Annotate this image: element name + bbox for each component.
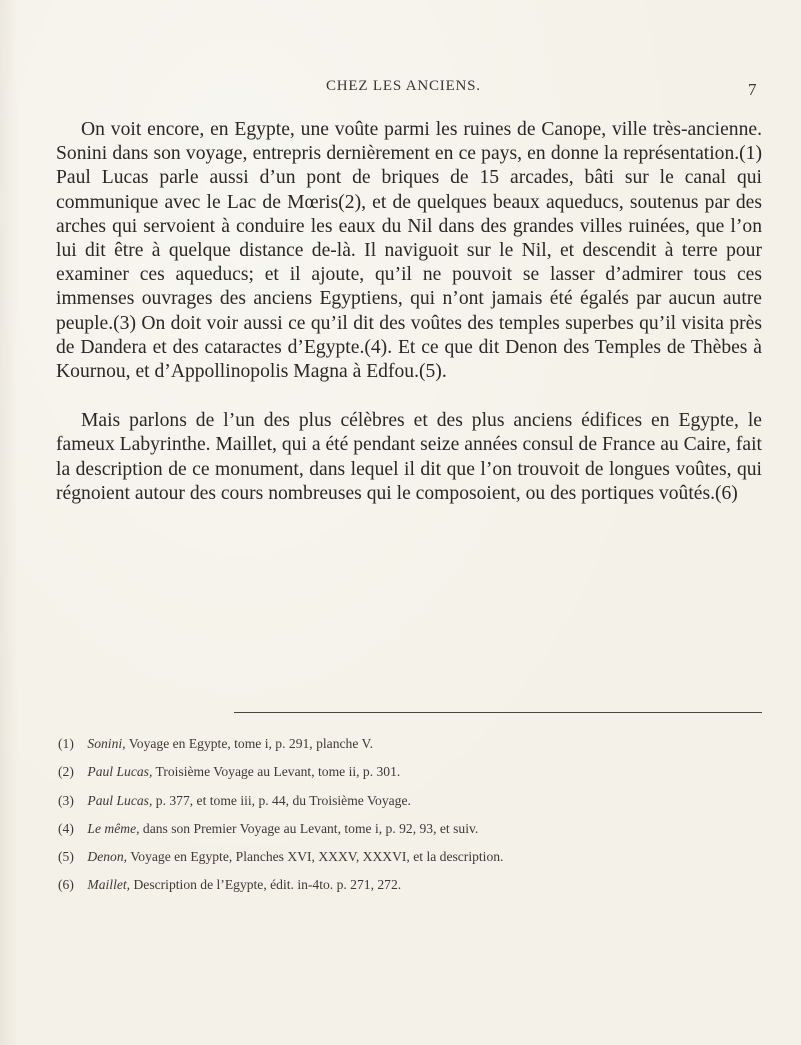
footnote-text: Description de l’Egypte, édit. in-4to. p. 271, 272. <box>133 877 402 893</box>
footnote-number: (6) <box>58 877 74 893</box>
footnote-author: Maillet, <box>87 877 131 893</box>
footnote <box>58 762 762 790</box>
footnote-number: (1) <box>58 736 74 751</box>
footnote-text: Voyage en Egypte, tome i, p. 291, planche V. <box>128 736 373 751</box>
footnote <box>58 875 762 903</box>
footnote-author: Paul Lucas, <box>87 792 153 808</box>
footnotes <box>58 734 762 904</box>
paragraph: On voit encore, en Egypte, une voûte parmi les ruines de Canope, ville très-ancienne. Sonini dans son voyage, entrepris dernièrement en ce pays, en donne la représentation.(1) Paul Lucas parle aussi d’un pont de briques de 15 arcades, bâti sur le canal qui communique avec le Lac de Mœris(2), et de quelques beaux aqueducs, soutenus par des arches qui servoient à conduire les eaux du Nil dans des grandes villes ruinées, que l’on lui dit être à quelque distance de-là. Il naviguoit sur le Nil, et descendit à terre pour examiner ces aqueducs; et il ajoute, qu’il ne pouvoit se lasser d’admirer tous ces immenses ouvrages des anciens Egyptiens, qui n’ont jamais été égalés par aucun autre peuple.(3) On doit voir aussi ce qu’il dit des voûtes des temples superbes qu’il visita près de Dandera et des cataractes d’Egypte.(4). Et ce que dit Denon des Temples de Thèbes à Kournou, et d’Appollinopolis Magna à Edfou.(5). <box>56 119 762 383</box>
footnote-author: Le même, <box>87 820 140 836</box>
footnote-author: Paul Lucas, <box>87 764 153 780</box>
footnote-text: Troisième Voyage au Levant, tome ii, p. 301. <box>155 764 401 780</box>
footnote-text: dans son Premier Voyage au Levant, tome i, p. 92, 93, et suiv. <box>142 820 479 836</box>
footnote-number: (5) <box>58 849 74 865</box>
footnote-number: (3) <box>58 792 74 808</box>
running-head: CHEZ LES ANCIENS. <box>326 78 481 94</box>
footnote-number: (4) <box>58 820 74 836</box>
footnote-divider <box>234 712 762 713</box>
footnote-number: (2) <box>58 764 74 780</box>
footnote-author: Denon, <box>87 849 128 865</box>
footnote <box>58 791 762 819</box>
footnote-text: Voyage en Egypte, Planches XVI, XXXV, XXXVI, et la description. <box>130 849 504 865</box>
footnote-author: Sonini, <box>87 736 126 751</box>
body-text <box>56 118 762 506</box>
page-number: 7 <box>748 80 757 99</box>
paragraph: Mais parlons de l’un des plus célèbres et des plus anciens édifices en Egypte, le fameux Labyrinthe. Maillet, qui a été pendant seize années consul de France au Caire, fait la description de ce monument, dans lequel il dit que l’on trouvoit de longues voûtes, qui régnoient autour des cours nombreuses qui le composoient, ou des portiques voûtés.(6) <box>56 410 762 504</box>
footnote <box>58 819 762 847</box>
footnote <box>58 734 762 762</box>
footnote <box>58 847 762 875</box>
footnote-text: p. 377, et tome iii, p. 44, du Troisième Voyage. <box>155 792 411 808</box>
